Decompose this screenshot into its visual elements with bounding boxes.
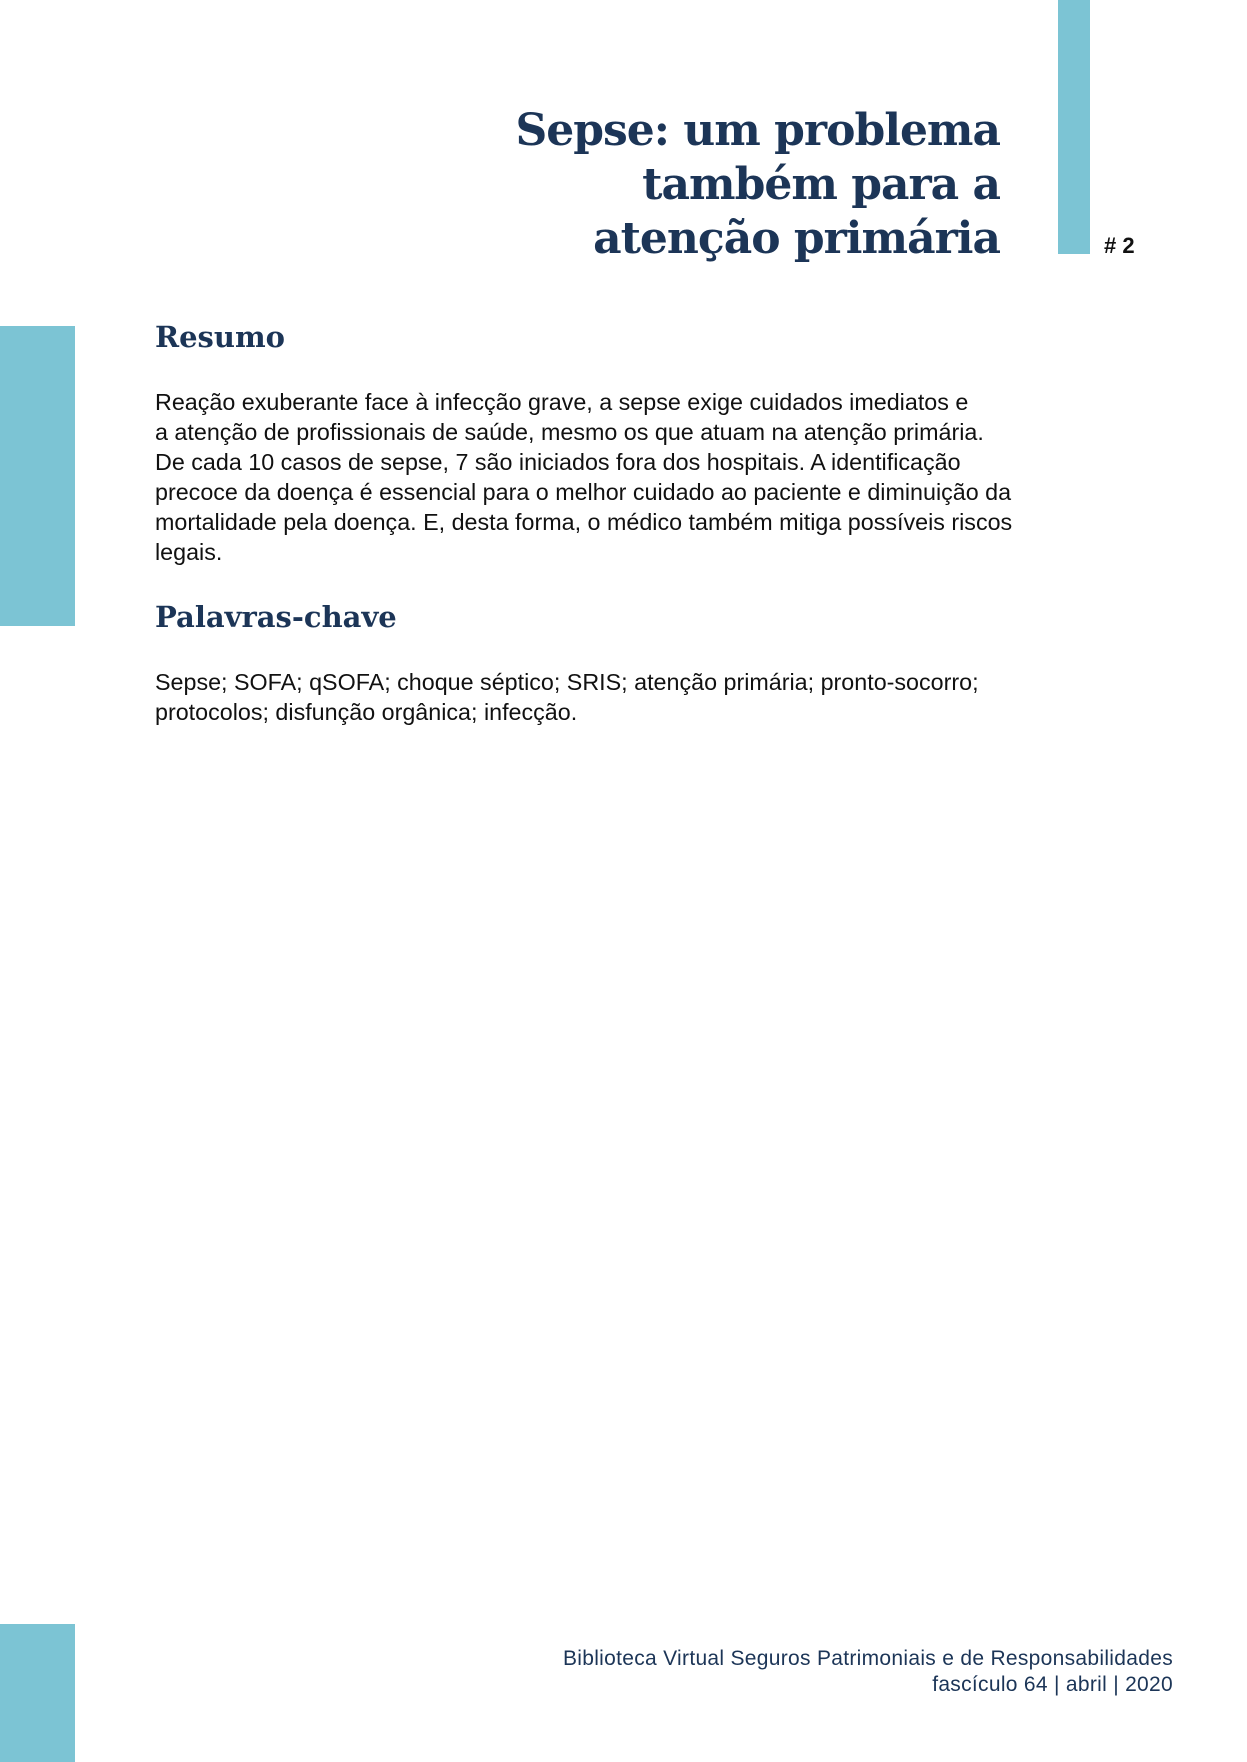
title-line: também para a: [642, 159, 1000, 210]
keywords-paragraph: [155, 667, 1095, 727]
bottom-left-accent-bar: [0, 1624, 75, 1762]
abstract-line: De cada 10 casos de sepse, 7 são iniciados fora dos hospitais. A identificação: [155, 449, 961, 475]
keywords-line: protocolos; disfunção orgânica; infecção.: [155, 699, 578, 725]
page-footer: [563, 1646, 1173, 1698]
abstract-paragraph: [155, 387, 1095, 567]
issue-number: # 2: [1104, 233, 1135, 258]
keywords-heading: Palavras-chave: [155, 600, 397, 634]
footer-edition: fascículo 64 | abril | 2020: [932, 1673, 1173, 1696]
title-line: Sepse: um problema: [515, 105, 1000, 156]
abstract-line: legais.: [155, 539, 223, 565]
abstract-line: mortalidade pela doença. E, desta forma, o médico também mitiga possíveis riscos: [155, 509, 1013, 535]
abstract-heading: Resumo: [155, 320, 285, 354]
top-right-accent-bar: [1058, 0, 1090, 254]
title-line: atenção primária: [593, 213, 1000, 264]
footer-publication: Biblioteca Virtual Seguros Patrimoniais e de Responsabilidades: [562, 1647, 1173, 1670]
abstract-line: Reação exuberante face à infecção grave, a sepse exige cuidados imediatos e: [155, 389, 969, 415]
keywords-line: Sepse; SOFA; qSOFA; choque séptico; SRIS; atenção primária; pronto-socorro;: [155, 669, 979, 695]
left-accent-bar: [0, 326, 75, 626]
document-title: [515, 104, 1000, 266]
abstract-line: a atenção de profissionais de saúde, mesmo os que atuam na atenção primária.: [155, 419, 984, 445]
abstract-line: precoce da doença é essencial para o melhor cuidado ao paciente e diminuição da: [155, 479, 1012, 505]
